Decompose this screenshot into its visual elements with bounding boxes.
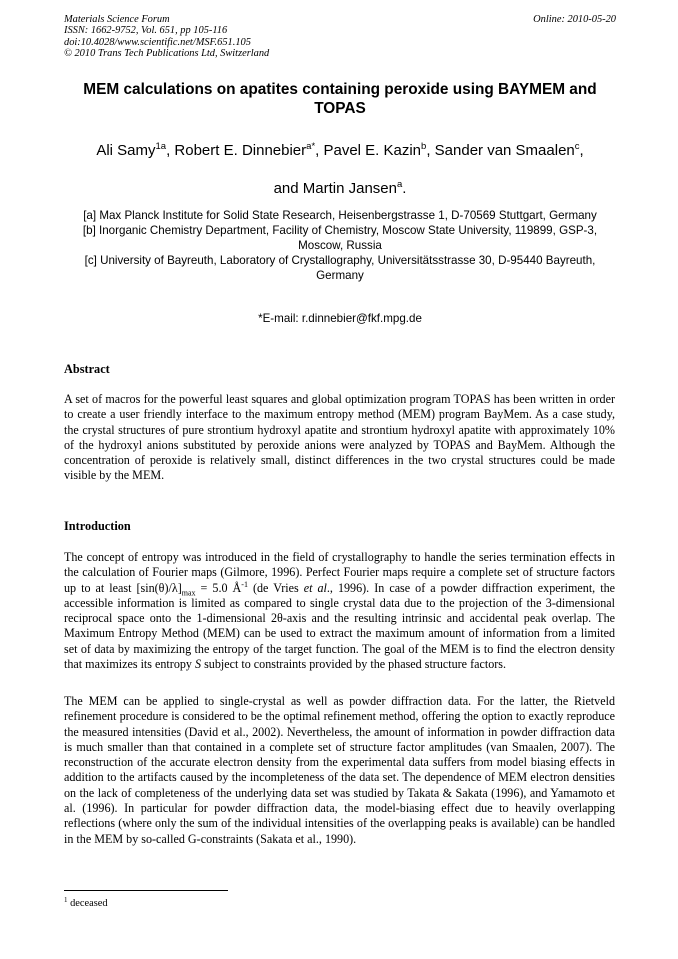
author-separator: , <box>579 142 584 159</box>
intro-text: subject to constraints provided by the phased structure factors. <box>201 657 506 672</box>
formula-sin-theta-lambda: [sin(θ)/λ] <box>136 580 182 595</box>
author-name: and Martin Jansen <box>273 180 397 197</box>
abstract-heading: Abstract <box>64 362 110 376</box>
author-affil-mark: 1a <box>155 141 167 152</box>
paper-title: MEM calculations on apatites containing peroxide using BAYMEM and TOPAS <box>83 81 597 117</box>
entropy-symbol: S <box>195 657 202 672</box>
author-affil-mark: c <box>574 141 580 152</box>
author-name: Ali Samy <box>96 142 156 159</box>
author-name: , Robert E. Dinnebier <box>166 142 307 159</box>
journal-copyright: © 2010 Trans Tech Publications Ltd, Switzerland <box>64 48 270 60</box>
affiliation-b: [b] Inorganic Chemistry Department, Facility of Chemistry, Moscow State University, 119899, GSP-3, Moscow, Russia <box>82 224 598 252</box>
formula-value: = 5.0 Å <box>195 580 242 595</box>
author-list <box>64 132 616 208</box>
corresponding-email[interactable]: *E-mail: r.dinnebier@fkf.mpg.de <box>258 312 422 325</box>
footnote-text: deceased <box>67 898 108 909</box>
introduction-paragraph-1 <box>64 550 615 672</box>
journal-name: Materials Science Forum <box>64 14 170 25</box>
author-name: , Pavel E. Kazin <box>315 142 422 159</box>
author-affil-mark: b <box>421 141 427 152</box>
author-affil-mark: a* <box>306 141 316 152</box>
journal-doi[interactable]: doi:10.4028/www.scientific.net/MSF.651.105 <box>64 36 251 48</box>
footnote-mark: 1 <box>64 896 68 904</box>
page-header <box>64 14 616 60</box>
author-name: , Sander van Smaalen <box>426 142 575 159</box>
affiliation-a: [a] Max Planck Institute for Solid State Research, Heisenbergstrasse 1, D-70569 Stuttgart, Germany <box>83 209 597 222</box>
author-line-1 <box>64 132 616 170</box>
footnote-divider <box>64 890 228 891</box>
journal-issn: ISSN: 1662-9752, Vol. 651, pp 105-116 <box>64 25 228 37</box>
affiliation-c: [c] University of Bayreuth, Laboratory of Crystallography, Universitätsstrasse 30, D-95440 Bayreuth, Germany <box>84 254 596 282</box>
author-separator: . <box>402 180 407 197</box>
formula-superscript: -1 <box>241 579 248 589</box>
intro-text: (de Vries <box>247 580 304 595</box>
affiliations <box>64 208 616 283</box>
abstract-text: A set of macros for the powerful least squares and global optimization program TOPAS has been written in order to create a user friendly interface to the maximum entropy method (MEM) program BayMem. As a case study, the crystal structures of pure strontium hydroxyl apatite and strontium hydroxyl apatite with approximately 10% of the hydroxyl anions substituted by peroxide anions were analyzed by TOPAS and BayMem. Although the concentration of peroxide is relatively small, distinct differences in the two crystal structures could be made visible by the MEM. <box>64 392 615 483</box>
intro-text: ., 1996). In case of a powder diffraction experiment, the accessible information is limited as compared to single crystal data due to the projection of the 3-dimensional reciprocal space onto the 1-dimensional 2θ-axis and the resulting intrinsic and accidental peak overlap. The Maximum Entropy Method (MEM) can be used to extract the maximum amount of information from a limited set of data by maximizing the entropy of the target function. The goal of the MEM is to find the electron density that maximizes its entropy <box>64 580 616 672</box>
author-affil-mark: a <box>396 179 403 190</box>
author-line-2 <box>64 170 616 208</box>
introduction-paragraph-2: The MEM can be applied to single-crystal as well as powder diffraction data. For the latter, the Rietveld refinement procedure is considered to be the optimal refinement method, offering the option to exactly reproduce the measured intensities (David et al., 2002). Nevertheless, the amount of information in powder diffraction data is much smaller than that contained in a complete set of structure factor amplitudes (van Smaalen, 2007). The reconstruction of the accurate electron density from the experimental data suffers from model biasing effects in addition to the artifacts caused by the incompleteness of the data set. The dependence of MEM electron densities on the lack of completeness of the underlying data set was studied by Takata & Sakata (1996), and Yamamoto et al. (1996). In particular for powder diffraction data, the model-biasing effect due to heavily overlapping reflections (where only the sum of the individual intensities of the overlapping peaks is available) can be handled in the MEM by so-called G-constraints (Sakata et al., 1990). <box>64 694 615 846</box>
introduction-heading: Introduction <box>64 519 131 533</box>
intro-text: The concept of entropy was introduced in the field of crystallography to handle the series termination effects in the calculation of Fourier maps (Gilmore, 1996). Perfect Fourier maps require a complete set of structure factors up to at least <box>64 550 615 595</box>
footnote <box>64 897 108 910</box>
intro-etal: et al <box>303 580 327 595</box>
online-date: Online: 2010-05-20 <box>533 14 616 25</box>
formula-subscript: max <box>181 588 196 597</box>
